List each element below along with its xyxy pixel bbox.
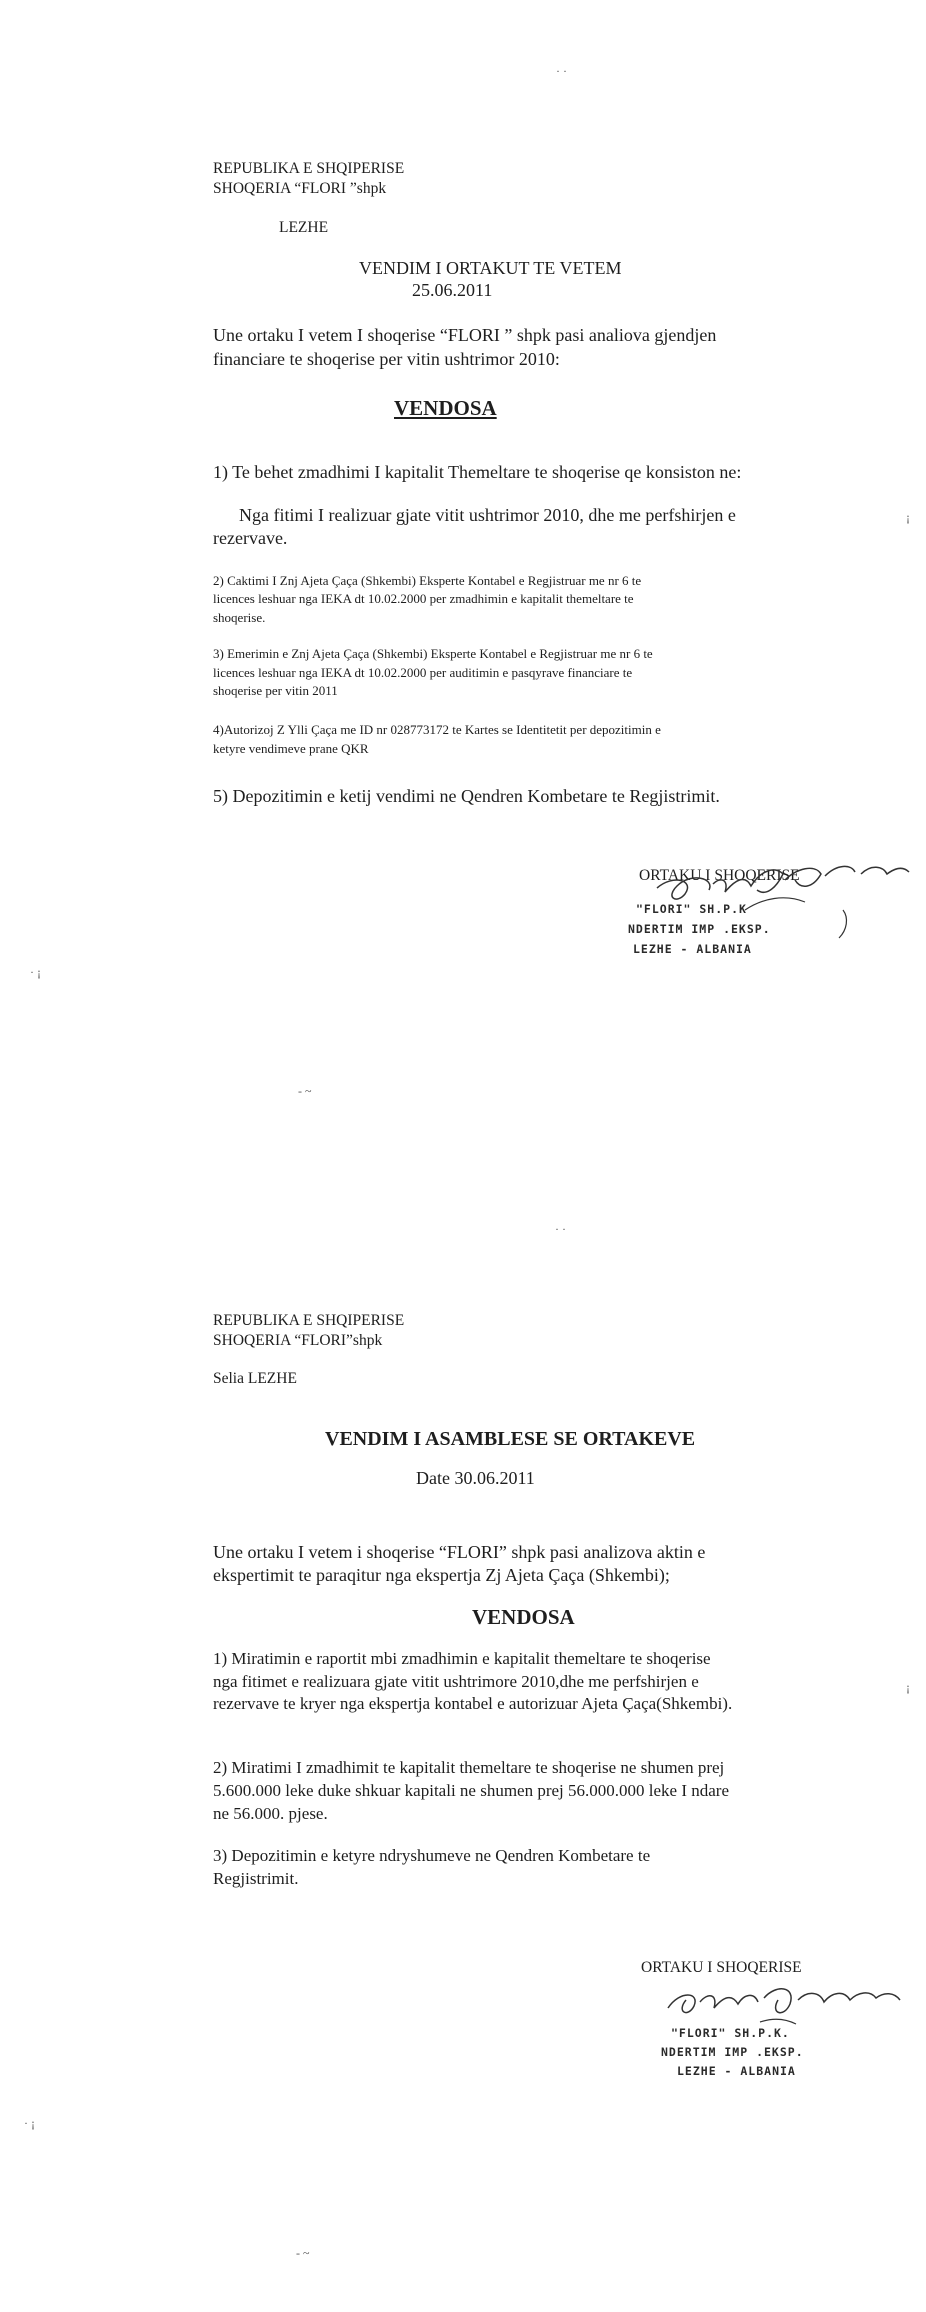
company-stamp-line-3: LEZHE - ALBANIA [633,942,752,956]
decision-item-2-line-3: ne 56.000. pjese. [213,1804,328,1823]
scan-speck: ¡ [906,510,910,524]
signature-label: ORTAKU I SHOQERISE [639,867,800,884]
scan-speck: · ¡ [30,965,41,979]
decision-item-1-detail-line-2: rezervave. [213,528,288,548]
header-company: SHOQERIA “FLORI ”shpk [213,180,387,197]
company-stamp-line-1: "FLORI" SH.P.K [636,902,747,916]
header-republic: REPUBLIKA E SHQIPERISE [213,1312,405,1329]
scan-speck: · · [555,1222,566,1236]
decision-heading: VENDOSA [472,1605,575,1629]
company-stamp-line-3: LEZHE - ALBANIA [677,2064,796,2078]
decision-item-3-line-2: licences leshuar nga IEKA dt 10.02.2000 per auditimin e pasqyrave financiare te [213,665,633,680]
header-republic: REPUBLIKA E SHQIPERISE [213,160,405,177]
company-stamp-line-2: NDERTIM IMP .EKSP. [661,2045,804,2059]
intro-line-1: Une ortaku I vetem i shoqerise “FLORI” shpk pasi analizova aktin e [213,1542,706,1562]
decision-item-3-line-1: 3) Emerimin e Znj Ajeta Çaça (Shkembi) Eksperte Kontabel e Regjistruar me nr 6 te [213,646,653,661]
document-date: Date 30.06.2011 [416,1468,535,1488]
header-city: LEZHE [279,219,329,236]
decision-item-1-line-2: nga fitimet e realizuara gjate vitit ushtrimore 2010,dhe me perfshirjen e [213,1672,699,1691]
decision-item-4-line-1: 4)Autorizoj Z Ylli Çaça me ID nr 028773172 te Kartes se Identitetit per depozitimin e [213,722,661,737]
decision-item-2-line-1: 2) Caktimi I Znj Ajeta Çaça (Shkembi) Eksperte Kontabel e Regjistruar me nr 6 te [213,573,642,588]
decision-item-1: 1) Te behet zmadhimi I kapitalit Themeltare te shoqerise qe konsiston ne: [213,462,742,482]
decision-item-3-line-1: 3) Depozitimin e ketyre ndryshumeve ne Qendren Kombetare te [213,1846,651,1865]
decision-item-3-line-3: shoqerise per vitin 2011 [213,683,338,698]
decision-item-1-line-3: rezervave te kryer nga ekspertja kontabel e autorizuar Ajeta Çaça(Shkembi). [213,1694,733,1713]
decision-item-1-detail-line-1: Nga fitimi I realizuar gjate vitit ushtrimor 2010, dhe me perfshirjen e [239,505,736,525]
document-page-2 [0,1156,926,2312]
document-title: VENDIM I ORTAKUT TE VETEM [359,258,622,278]
scan-speck: - ~ [298,1084,312,1098]
header-company: SHOQERIA “FLORI”shpk [213,1332,383,1349]
decision-item-2-line-2: 5.600.000 leke duke shkuar kapitali ne shumen prej 56.000.000 leke I ndare [213,1781,730,1800]
decision-item-3-line-2: Regjistrimit. [213,1869,299,1888]
decision-item-2-line-2: licences leshuar nga IEKA dt 10.02.2000 per zmadhimin e kapitalit themeltare te [213,591,634,606]
decision-item-1-line-1: 1) Miratimin e raportit mbi zmadhimin e kapitalit themeltare te shoqerise [213,1649,711,1668]
decision-item-4-line-2: ketyre vendimeve prane QKR [213,741,369,756]
company-stamp-line-1: "FLORI" SH.P.K. [671,2026,790,2040]
document-title: VENDIM I ASAMBLESE SE ORTAKEVE [325,1428,696,1450]
decision-item-2-line-3: shoqerise. [213,610,266,625]
document-date: 25.06.2011 [412,280,493,300]
signature-label: ORTAKU I SHOQERISE [641,1959,802,1976]
company-stamp-line-2: NDERTIM IMP .EKSP. [628,922,771,936]
scan-speck: · ¡ [24,2116,35,2130]
decision-item-5: 5) Depozitimin e ketij vendimi ne Qendren Kombetare te Regjistrimit. [213,786,720,806]
intro-line-1: Une ortaku I vetem I shoqerise “FLORI ” shpk pasi analiova gjendjen [213,325,717,345]
scan-speck: · · [556,64,567,78]
header-seat: Selia LEZHE [213,1370,297,1387]
scan-speck: ¡ [906,1680,910,1694]
intro-line-2: ekspertimit te paraqitur nga ekspertja Zj Ajeta Çaça (Shkembi); [213,1565,670,1585]
scan-speck: - ~ [296,2246,310,2260]
decision-item-2-line-1: 2) Miratimi I zmadhimit te kapitalit themeltare te shoqerise ne shumen prej [213,1758,725,1777]
intro-line-2: financiare te shoqerise per vitin ushtrimor 2010: [213,349,560,369]
decision-heading: VENDOSA [394,396,497,420]
